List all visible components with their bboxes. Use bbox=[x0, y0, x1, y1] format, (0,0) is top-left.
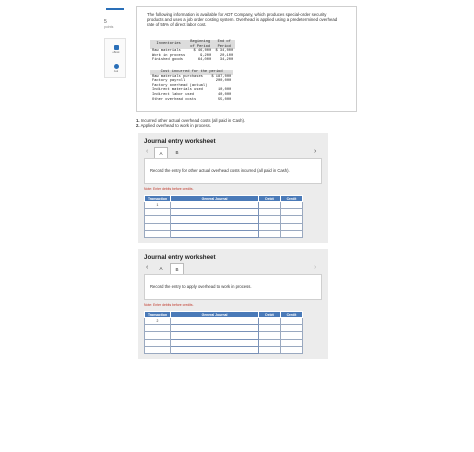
credit-input[interactable] bbox=[281, 209, 303, 216]
general-journal-dropdown[interactable] bbox=[171, 202, 259, 209]
transaction-cell bbox=[145, 223, 171, 230]
instruction-box bbox=[144, 274, 322, 300]
ask-button[interactable] bbox=[105, 59, 127, 77]
instruction-box bbox=[144, 158, 322, 184]
task-item bbox=[136, 123, 245, 128]
debit-input[interactable] bbox=[259, 332, 281, 339]
tab-b[interactable]: B bbox=[170, 263, 184, 274]
task-list bbox=[136, 118, 245, 129]
cost-row-value: 40,000 bbox=[217, 92, 232, 97]
credit-input[interactable] bbox=[281, 339, 303, 346]
inv-row-end: 34,200 bbox=[219, 58, 234, 63]
debit-input[interactable] bbox=[259, 209, 281, 216]
cost-row-label: Factory payroll bbox=[152, 79, 186, 84]
inv-row-beginning: $ 46,000 bbox=[193, 49, 212, 54]
ebook-label: eBook bbox=[112, 50, 120, 54]
col-general-journal: General Journal bbox=[171, 196, 259, 202]
transaction-cell bbox=[145, 216, 171, 223]
cost-table bbox=[150, 70, 233, 102]
cost-row-label: Other overhead costs bbox=[152, 97, 197, 102]
table-row bbox=[145, 332, 303, 339]
cost-row-label: Indirect materials used bbox=[152, 88, 203, 93]
next-arrow-icon[interactable]: › bbox=[314, 264, 317, 271]
transaction-number: 1 bbox=[145, 202, 171, 209]
ebook-button[interactable] bbox=[105, 40, 127, 58]
credit-input[interactable] bbox=[281, 332, 303, 339]
journal-table bbox=[144, 311, 303, 354]
transaction-cell bbox=[145, 346, 171, 353]
inv-row-end: 20,100 bbox=[219, 53, 234, 58]
cost-row-label: Indirect labor used bbox=[152, 92, 195, 97]
credit-input[interactable] bbox=[281, 216, 303, 223]
transaction-cell bbox=[145, 230, 171, 237]
instruction-text: Record the entry for other actual overhead costs incurred (all paid in Cash). bbox=[150, 168, 290, 173]
table-row bbox=[145, 339, 303, 346]
table-row bbox=[145, 209, 303, 216]
debit-input[interactable] bbox=[259, 216, 281, 223]
inv-header-beginning: Beginning of Period bbox=[187, 40, 213, 49]
credit-input[interactable] bbox=[281, 223, 303, 230]
table-row bbox=[145, 346, 303, 353]
transaction-cell bbox=[145, 209, 171, 216]
inv-row-label: Work in process bbox=[152, 53, 186, 58]
transaction-cell bbox=[145, 325, 171, 332]
cost-row-label: Raw materials purchases bbox=[152, 74, 203, 79]
inv-row-end: $ 34,000 bbox=[215, 49, 234, 54]
cost-row-value: 10,000 bbox=[217, 88, 232, 93]
transaction-number: 2 bbox=[145, 318, 171, 325]
general-journal-dropdown[interactable] bbox=[171, 230, 259, 237]
general-journal-dropdown[interactable] bbox=[171, 318, 259, 325]
transaction-cell bbox=[145, 332, 171, 339]
tab-a[interactable]: A bbox=[154, 147, 168, 158]
general-journal-dropdown[interactable] bbox=[171, 346, 259, 353]
problem-intro: The following information is available for ADT Company, which produces special-order security products and uses a job order costing system. Overhead is applied using a predetermined overhead rate of 55% of direct labor cost. bbox=[147, 12, 338, 28]
journal-table bbox=[144, 195, 303, 238]
tab-b[interactable]: B bbox=[175, 150, 179, 155]
inv-header-label: Inventories bbox=[150, 40, 187, 49]
col-credit: Credit bbox=[281, 196, 303, 202]
credit-input[interactable] bbox=[281, 202, 303, 209]
table-row bbox=[150, 98, 233, 103]
debit-credit-note: Note: Enter debits before credits. bbox=[144, 303, 194, 307]
credit-input[interactable] bbox=[281, 318, 303, 325]
prev-arrow-icon[interactable]: ‹ bbox=[146, 148, 149, 155]
col-credit: Credit bbox=[281, 312, 303, 318]
cost-row-value: $ 187,000 bbox=[211, 74, 232, 79]
worksheet-title: Journal entry worksheet bbox=[144, 254, 216, 261]
table-row bbox=[145, 230, 303, 237]
question-progress-bar bbox=[106, 8, 124, 10]
col-transaction: Transaction bbox=[145, 196, 171, 202]
debit-input[interactable] bbox=[259, 318, 281, 325]
debit-input[interactable] bbox=[259, 346, 281, 353]
prev-arrow-icon[interactable]: ‹ bbox=[146, 264, 149, 271]
debit-input[interactable] bbox=[259, 202, 281, 209]
col-transaction: Transaction bbox=[145, 312, 171, 318]
debit-input[interactable] bbox=[259, 223, 281, 230]
chat-icon bbox=[114, 64, 119, 69]
credit-input[interactable] bbox=[281, 230, 303, 237]
general-journal-dropdown[interactable] bbox=[171, 216, 259, 223]
table-row bbox=[145, 318, 303, 325]
transaction-cell bbox=[145, 339, 171, 346]
credit-input[interactable] bbox=[281, 325, 303, 332]
journal-worksheet-1 bbox=[138, 133, 328, 243]
table-row bbox=[150, 93, 233, 98]
ask-label: Ask bbox=[113, 69, 119, 73]
debit-credit-note: Note: Enter debits before credits. bbox=[144, 187, 194, 191]
task-number: 2. bbox=[136, 123, 140, 129]
task-text: Applied overhead to work in process. bbox=[140, 123, 212, 129]
inv-row-beginning: 64,000 bbox=[197, 58, 212, 63]
cost-header: Cost incurred for the period bbox=[150, 70, 233, 75]
sidebar-tools bbox=[104, 38, 126, 78]
question-number: 5 bbox=[104, 19, 107, 25]
inv-row-label: Finished goods bbox=[152, 58, 183, 63]
col-general-journal: General Journal bbox=[171, 312, 259, 318]
question-points: points bbox=[104, 25, 114, 29]
general-journal-dropdown[interactable] bbox=[171, 209, 259, 216]
cost-row-value: 55,000 bbox=[217, 97, 232, 102]
instruction-text: Record the entry to apply overhead to work in process. bbox=[150, 284, 252, 289]
journal-worksheet-2 bbox=[138, 249, 328, 359]
general-journal-dropdown[interactable] bbox=[171, 339, 259, 346]
col-debit: Debit bbox=[259, 196, 281, 202]
next-arrow-icon[interactable]: › bbox=[314, 148, 317, 155]
inv-header-end: End of Period bbox=[213, 40, 235, 49]
cost-row-label: Factory overhead (actual) bbox=[152, 83, 208, 88]
debit-input[interactable] bbox=[259, 325, 281, 332]
table-row bbox=[145, 216, 303, 223]
general-journal-dropdown[interactable] bbox=[171, 332, 259, 339]
task-number: 1. bbox=[136, 118, 140, 123]
general-journal-dropdown[interactable] bbox=[171, 223, 259, 230]
table-row bbox=[145, 325, 303, 332]
table-row bbox=[145, 223, 303, 230]
general-journal-dropdown[interactable] bbox=[171, 325, 259, 332]
inv-row-beginning: 9,200 bbox=[200, 53, 212, 58]
debit-input[interactable] bbox=[259, 339, 281, 346]
inv-row-label: Raw materials bbox=[152, 49, 181, 54]
table-row bbox=[150, 58, 235, 63]
book-icon bbox=[114, 45, 119, 50]
table-row bbox=[145, 202, 303, 209]
tab-a[interactable]: A bbox=[159, 266, 163, 271]
credit-input[interactable] bbox=[281, 346, 303, 353]
cost-row-value: 200,000 bbox=[215, 79, 232, 84]
worksheet-title: Journal entry worksheet bbox=[144, 138, 216, 145]
debit-input[interactable] bbox=[259, 230, 281, 237]
col-debit: Debit bbox=[259, 312, 281, 318]
task-text: Incurred other actual overhead costs (all paid in Cash). bbox=[140, 118, 246, 123]
inventories-table bbox=[150, 40, 235, 63]
